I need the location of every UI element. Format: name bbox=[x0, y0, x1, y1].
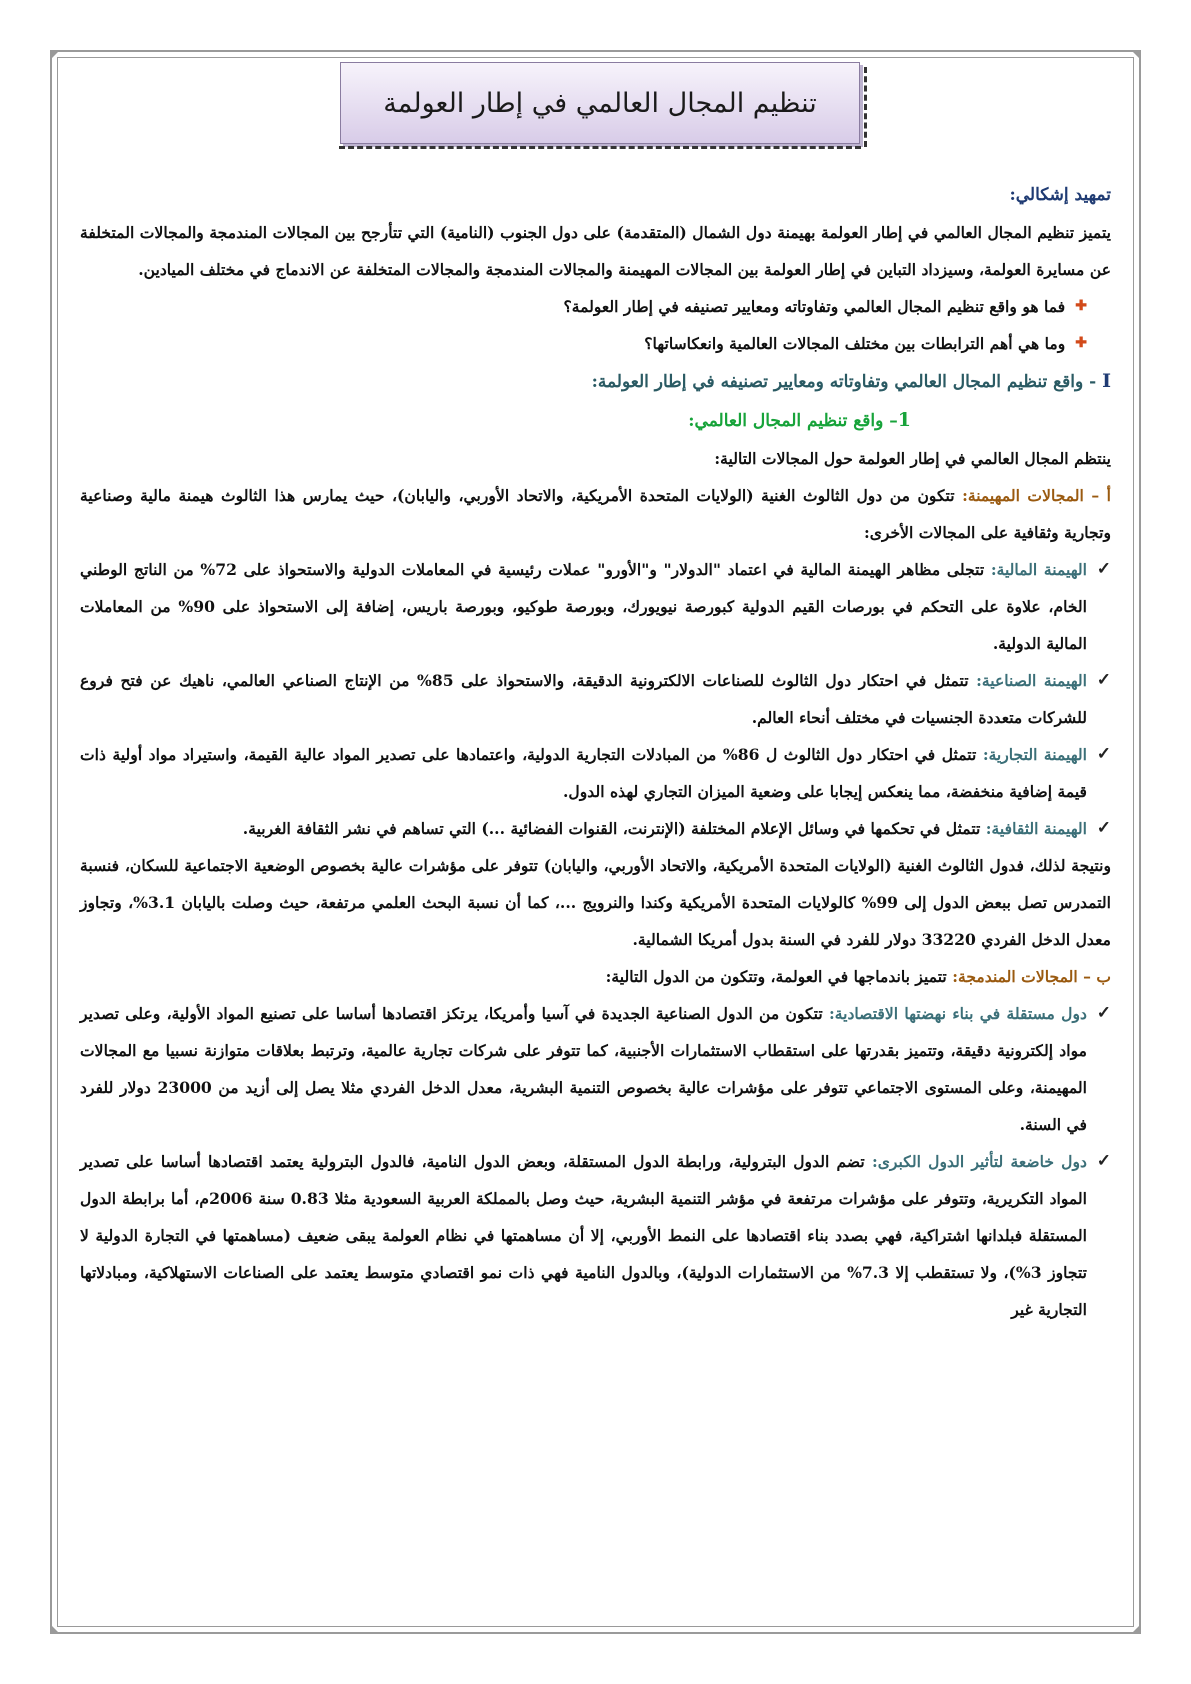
title-box bbox=[340, 62, 860, 144]
plus-bullet-icon: ✚ bbox=[1075, 335, 1087, 351]
question-text: وما هي أهم الترابطات بين مختلف المجالات العالمية وانعكاساتها؟ bbox=[644, 334, 1066, 353]
section-number: I bbox=[1102, 370, 1111, 392]
item-label: الهيمنة الثقافية: bbox=[985, 819, 1087, 838]
integrated-paragraph bbox=[80, 958, 1111, 995]
subsection-heading bbox=[80, 401, 1111, 440]
corner-ornament bbox=[50, 1624, 60, 1634]
question-item bbox=[80, 288, 1111, 325]
item-label: الهيمنة التجارية: bbox=[982, 745, 1087, 764]
subsection-title: – واقع تنظيم المجال العالمي: bbox=[688, 411, 898, 431]
item-label: الهيمنة الصناعية: bbox=[976, 671, 1087, 690]
item-label: الهيمنة المالية: bbox=[990, 560, 1087, 579]
page-title: تنظيم المجال العالمي في إطار العولمة bbox=[383, 87, 817, 119]
check-icon: ✓ bbox=[1096, 818, 1111, 838]
integrated-label: ب – المجالات المندمجة: bbox=[952, 967, 1111, 986]
subsection-number: 1 bbox=[897, 409, 911, 431]
item-label: دول خاضعة لتأثير الدول الكبرى: bbox=[871, 1152, 1087, 1171]
item-text: تتكون من الدول الصناعية الجديدة في آسيا وأمريكا، يرتكز اقتصادها أساسا على تصنيع المواد الأولية، وعلى تصدير مواد إلكترونية دقيقة، وتتميز بقدرتها على استقطاب الاستثمارات الأجنبية، كما تتوفر على شركات تجارية عالمية، وترتبط بعلاقات متوازنة نسبيا مع المجالات المهيمنة، وعلى المستوى الاجتماعي تتوفر على مؤشرات عالية بخصوص التنمية البشرية، معدل الدخل الفردي مثلا يصل إلى أزيد من 23000 دولار للفرد في السنة. bbox=[80, 1004, 1088, 1134]
plus-bullet-icon: ✚ bbox=[1075, 298, 1087, 314]
intro-heading: تمهيد إشكالي: bbox=[1009, 185, 1111, 205]
list-item bbox=[80, 810, 1111, 847]
check-icon: ✓ bbox=[1096, 1151, 1111, 1171]
corner-ornament bbox=[50, 50, 60, 60]
question-text: فما هو واقع تنظيم المجال العالمي وتفاوتاته ومعايير تصنيفه في إطار العولمة؟ bbox=[563, 297, 1066, 316]
list-item bbox=[80, 736, 1111, 810]
document-body bbox=[80, 176, 1111, 1328]
check-icon: ✓ bbox=[1096, 1003, 1111, 1023]
item-text: تتمثل في احتكار دول الثالوث ل 86% من المبادلات التجارية الدولية، واعتمادها على تصدير المواد عالية القيمة، واستيراد مواد أولية ذات قيمة إضافية منخفضة، مما ينعكس إيجابا على وضعية الميزان التجاري لهذه الدول. bbox=[80, 745, 1087, 801]
corner-ornament bbox=[1131, 50, 1141, 60]
item-label: دول مستقلة في بناء نهضتها الاقتصادية: bbox=[829, 1004, 1087, 1023]
check-icon: ✓ bbox=[1096, 670, 1111, 690]
list-item bbox=[80, 995, 1111, 1143]
item-text: تضم الدول البترولية، ورابطة الدول المستقلة، وبعض الدول النامية، فالدول البترولية يعتمد اقتصادها أساسا على تصدير المواد التكريرية، وتتوفر على مؤشرات مرتفعة في مؤشر التنمية البشرية، حيث وصل بالمملكة العربية السعودية مثلا 0.83 سنة 2006م، أما برابطة الدول المستقلة فبلدانها اشتراكية، فهي بصدد بناء اقتصادها على النمط الأوربي، إلا أن مساهمتها في نظام العولمة يبقى ضعيف (مساهمتها في التجارة الدولية لا تتجاوز 3%)، ولا تستقطب إلا 7.3% من الاستثمارات الدولية)، وبالدول النامية فهي ذات نمو اقتصادي متوسط يعتمد على الصناعات الاستهلاكية، ومبادلاتها التجارية غير bbox=[80, 1152, 1088, 1319]
dominant-text: تتكون من دول الثالوث الغنية (الولايات المتحدة الأمريكية، والاتحاد الأوربي، واليابان)، حيث يمارس هذا الثالوث هيمنة مالية وصناعية وتجارية وثقافية على المجالات الأخرى: bbox=[80, 486, 1111, 542]
check-icon: ✓ bbox=[1096, 744, 1111, 764]
check-icon: ✓ bbox=[1096, 559, 1111, 579]
section-lead: ينتظم المجال العالمي في إطار العولمة حول المجالات التالية: bbox=[714, 449, 1111, 468]
list-item bbox=[80, 1143, 1111, 1328]
dominant-conclusion: ونتيجة لذلك، فدول الثالوث الغنية (الولايات المتحدة الأمريكية، والاتحاد الأوربي، واليابان) تتوفر على مؤشرات عالية بخصوص الوضعية الاجتماعية للسكان، فنسبة التمدرس تصل ببعض الدول إلى 99% كالولايات المتحدة الأمريكية وكندا والنرويج ...، كما أن نسبة البحث العلمي مرتفعة، حيث وصلت باليابان 3.1%، وتجاوز معدل الدخل الفردي 33220 دولار للفرد في السنة بدول أمريكا الشمالية. bbox=[80, 856, 1111, 949]
section-title: - واقع تنظيم المجال العالمي وتفاوتاته ومعايير تصنيفه في إطار العولمة: bbox=[591, 372, 1103, 392]
section-heading bbox=[80, 362, 1111, 401]
corner-ornament bbox=[1131, 1624, 1141, 1634]
list-item bbox=[80, 551, 1111, 662]
item-text: تتمثل في احتكار دول الثالوث للصناعات الالكترونية الدقيقة، والاستحواذ على 85% من الإنتاج الصناعي العالمي، ناهيك عن فتح فروع للشركات متعددة الجنسيات في مختلف أنحاء العالم. bbox=[80, 671, 1087, 727]
intro-paragraph: يتميز تنظيم المجال العالمي في إطار العولمة بهيمنة دول الشمال (المتقدمة) على دول الجنوب (النامية) التي تتأرجح بين المجالات المندمجة والمجالات المتخلفة عن مسايرة العولمة، وسيزداد التباين في إطار العولمة بين المجالات المهيمنة والمجالات المندمجة والمجالات المتخلفة عن الاندماج في مختلف الميادين. bbox=[80, 223, 1111, 279]
list-item bbox=[80, 662, 1111, 736]
item-text: تتمثل في تحكمها في وسائل الإعلام المختلفة (الإنترنت، القنوات الفضائية ...) التي تساهم في نشر الثقافة الغربية. bbox=[242, 819, 986, 838]
question-item bbox=[80, 325, 1111, 362]
integrated-text: تتميز باندماجها في العولمة، وتتكون من الدول التالية: bbox=[605, 967, 953, 986]
dominant-label: أ – المجالات المهيمنة: bbox=[962, 486, 1111, 505]
item-text: تتجلى مظاهر الهيمنة المالية في اعتماد "الدولار" و"الأورو" عملات رئيسية في المعاملات الدولية والاستحواذ على 72% من الناتج الوطني الخام، علاوة على التحكم في بورصات القيم الدولية كبورصة نيويورك، وبورصة طوكيو، وبورصة باريس، إضافة إلى الاستحواذ على 90% من المعاملات المالية الدولية. bbox=[80, 560, 1087, 653]
dominant-paragraph bbox=[80, 477, 1111, 551]
